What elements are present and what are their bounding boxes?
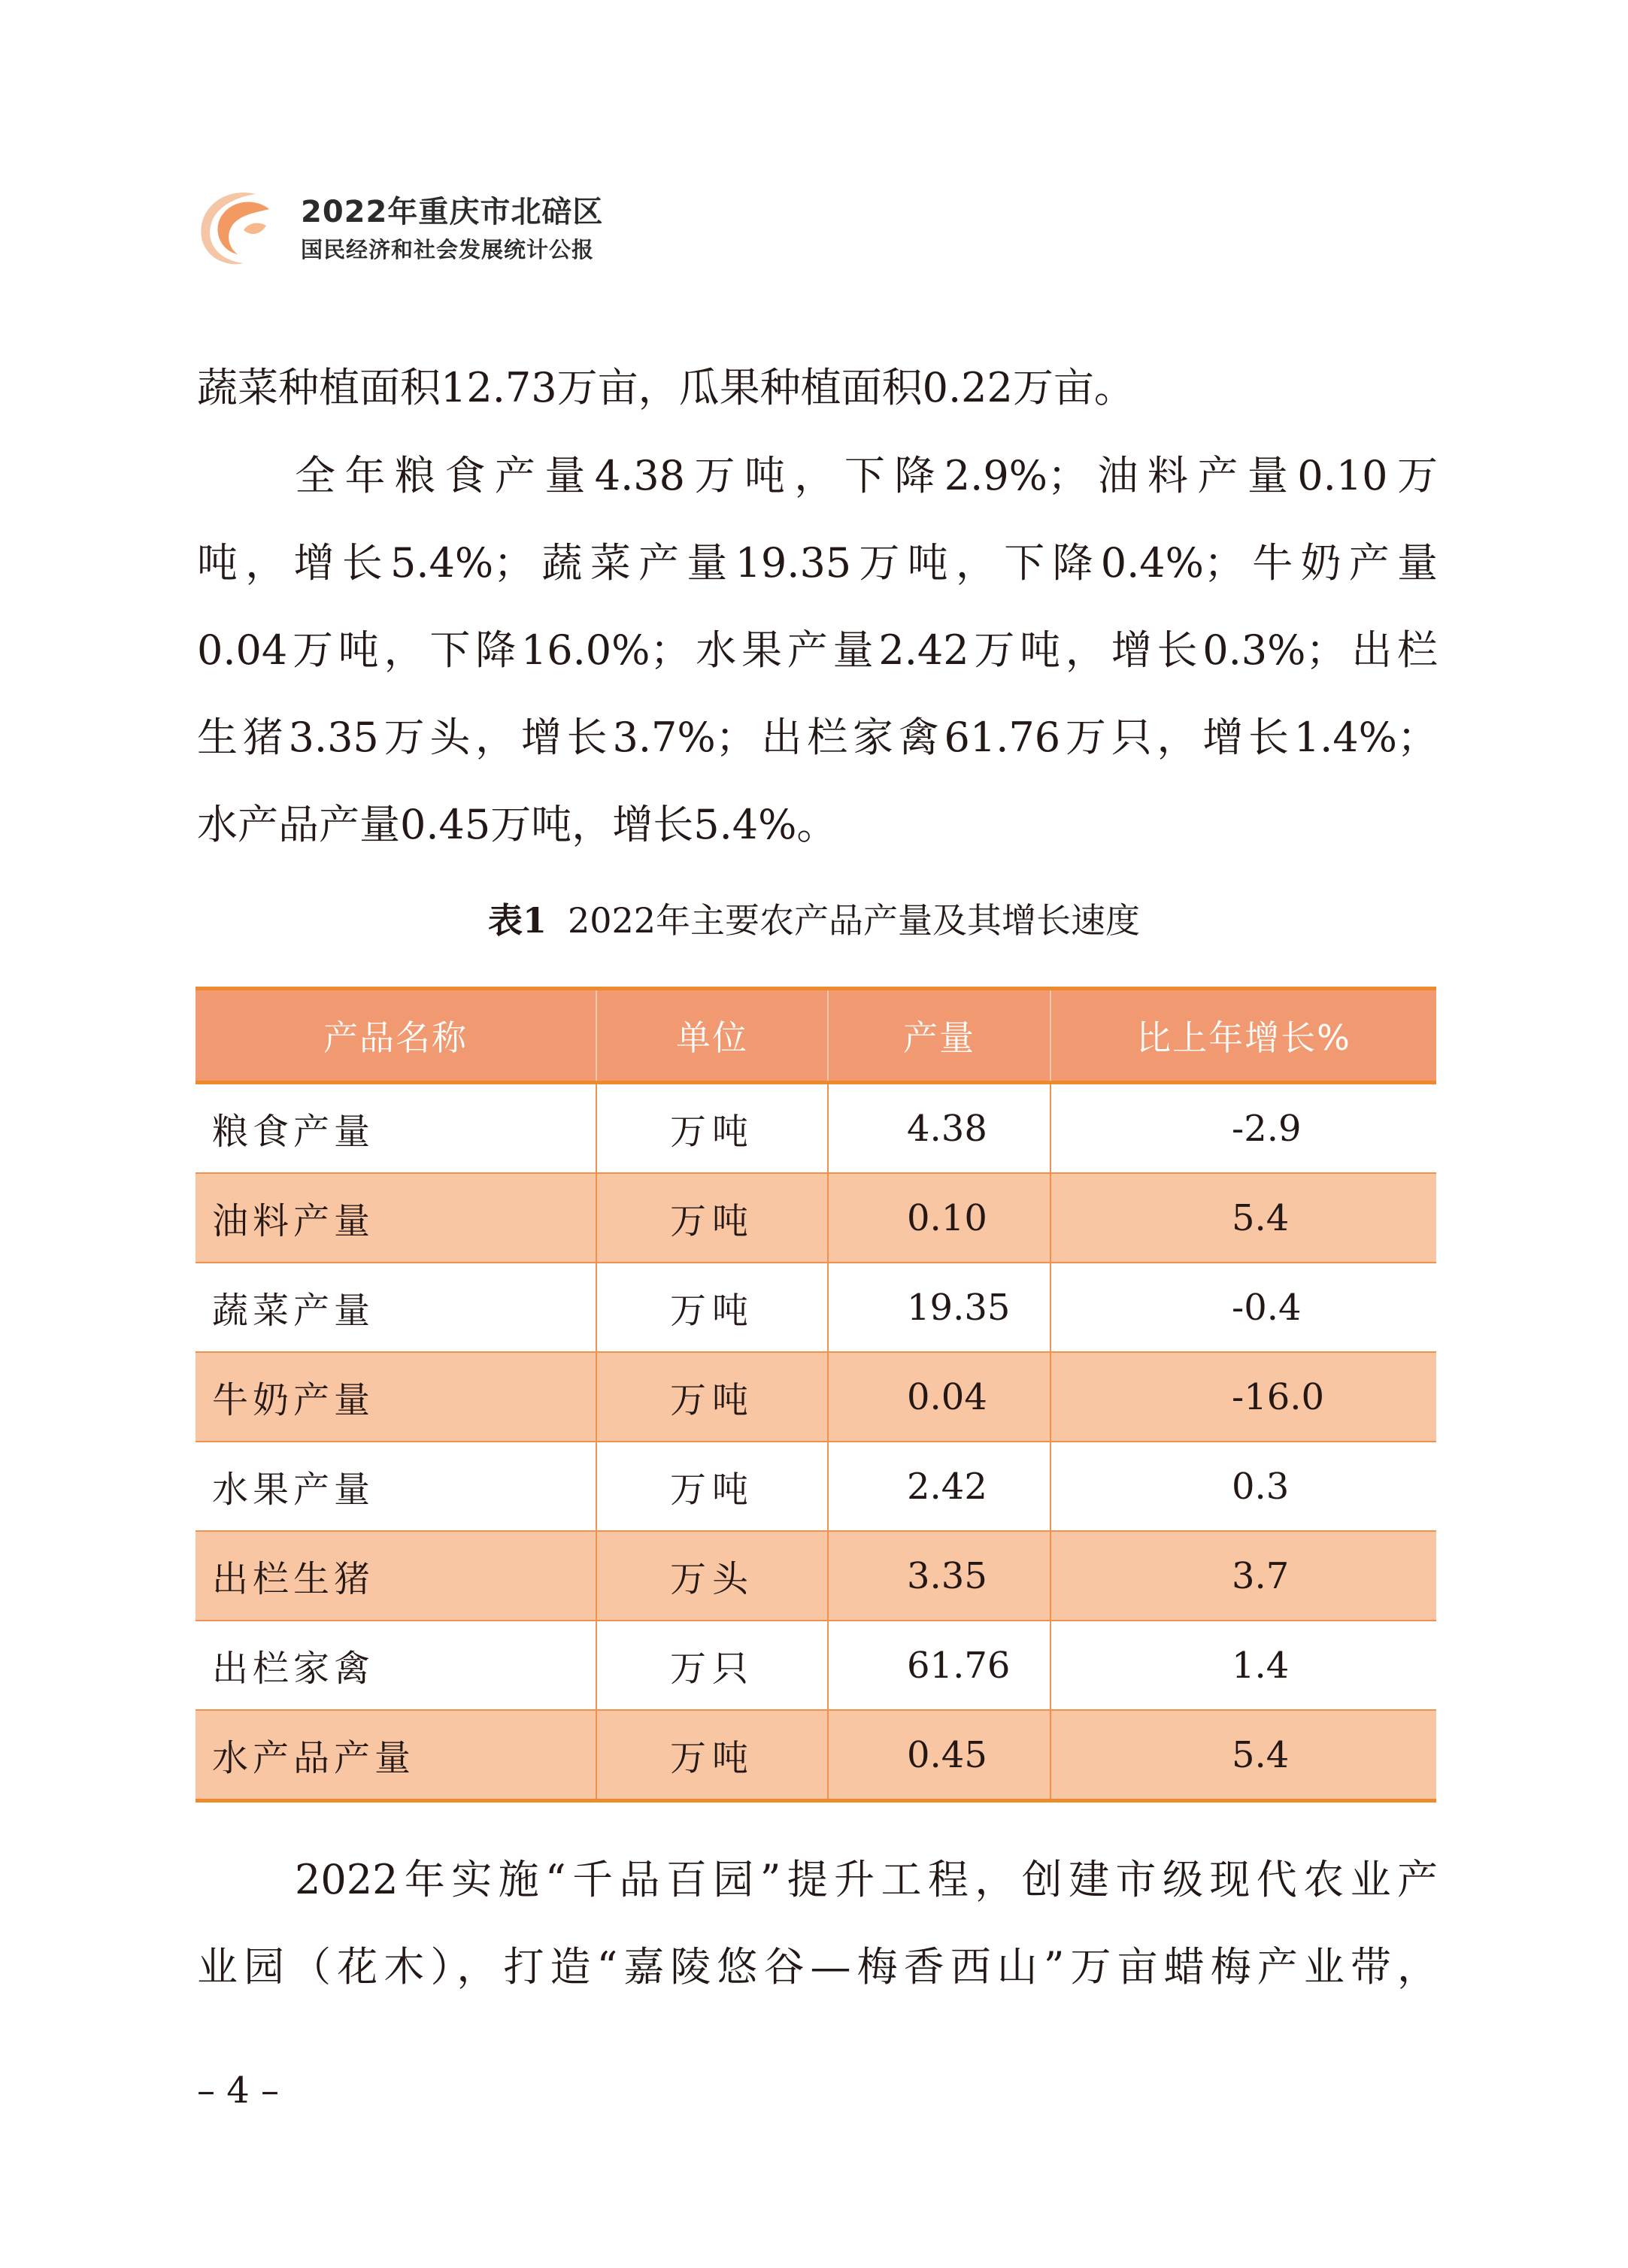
cell-growth: 5.4 bbox=[1050, 1173, 1436, 1263]
text-line: 生猪3.35万头，增长3.7%；出栏家禽61.76万只，增长1.4%； bbox=[197, 714, 1438, 761]
cell-growth: 1.4 bbox=[1050, 1621, 1436, 1710]
cell-unit: 万吨 bbox=[596, 1263, 828, 1352]
report-title: 2022年重庆市北碚区 bbox=[301, 195, 604, 229]
cell-unit: 万吨 bbox=[596, 1352, 828, 1442]
text-line: 蔬菜种植面积12.73万亩，瓜果种植面积0.22万亩。 bbox=[197, 364, 1135, 411]
table-row bbox=[196, 1710, 1436, 1801]
cell-output: 19.35 bbox=[828, 1263, 1050, 1352]
cell-output: 61.76 bbox=[828, 1621, 1050, 1710]
paragraph-production bbox=[197, 432, 1438, 869]
cell-product: 出栏生猪 bbox=[196, 1531, 596, 1621]
cell-unit: 万头 bbox=[596, 1531, 828, 1621]
table-row bbox=[196, 1442, 1436, 1531]
cell-output: 0.04 bbox=[828, 1352, 1050, 1442]
cell-growth: 0.3 bbox=[1050, 1442, 1436, 1531]
report-subtitle: 国民经济和社会发展统计公报 bbox=[301, 237, 595, 262]
cell-unit: 万只 bbox=[596, 1621, 828, 1710]
cell-product: 水产品产量 bbox=[196, 1710, 596, 1801]
table-row bbox=[196, 1263, 1436, 1352]
page-number: – 4 – bbox=[197, 2069, 280, 2112]
cell-product: 蔬菜产量 bbox=[196, 1263, 596, 1352]
col-header-growth: 比上年增长% bbox=[1050, 989, 1436, 1083]
paragraph-area bbox=[197, 344, 1438, 432]
cell-output: 3.35 bbox=[828, 1531, 1050, 1621]
cell-unit: 万吨 bbox=[596, 1083, 828, 1174]
col-header-output: 产量 bbox=[828, 989, 1050, 1083]
table-row bbox=[196, 1173, 1436, 1263]
cell-growth: -16.0 bbox=[1050, 1352, 1436, 1442]
text-line: 2022年实施“千品百园”提升工程，创建市级现代农业产 bbox=[295, 1856, 1438, 1903]
table-caption-title: 2022年主要农产品产量及其增长速度 bbox=[567, 900, 1141, 941]
paragraph-industry-park bbox=[197, 1836, 1438, 2011]
table-row bbox=[196, 1531, 1436, 1621]
text-line: 吨，增长5.4%；蔬菜产量19.35万吨，下降0.4%；牛奶产量 bbox=[197, 539, 1438, 587]
text-line: 水产品产量0.45万吨，增长5.4%。 bbox=[197, 801, 838, 848]
table-row bbox=[196, 1352, 1436, 1442]
cell-product: 出栏家禽 bbox=[196, 1621, 596, 1710]
table-caption-label: 表1 bbox=[487, 900, 547, 941]
cell-product: 粮食产量 bbox=[196, 1083, 596, 1174]
col-header-product: 产品名称 bbox=[196, 989, 596, 1083]
table-row bbox=[196, 1083, 1436, 1174]
report-logo-icon bbox=[194, 186, 284, 269]
col-header-unit: 单位 bbox=[596, 989, 828, 1083]
cell-growth: 5.4 bbox=[1050, 1710, 1436, 1801]
cell-unit: 万吨 bbox=[596, 1442, 828, 1531]
cell-unit: 万吨 bbox=[596, 1710, 828, 1801]
cell-product: 牛奶产量 bbox=[196, 1352, 596, 1442]
cell-output: 4.38 bbox=[828, 1083, 1050, 1174]
cell-output: 2.42 bbox=[828, 1442, 1050, 1531]
table-row bbox=[196, 1621, 1436, 1710]
cell-growth: -2.9 bbox=[1050, 1083, 1436, 1174]
cell-product: 水果产量 bbox=[196, 1442, 596, 1531]
cell-output: 0.45 bbox=[828, 1710, 1050, 1801]
cell-unit: 万吨 bbox=[596, 1173, 828, 1263]
table-caption bbox=[0, 893, 1628, 943]
text-line: 全年粮食产量4.38万吨，下降2.9%；油料产量0.10万 bbox=[295, 452, 1438, 499]
table-header-row bbox=[196, 989, 1436, 1083]
report-header bbox=[194, 182, 871, 272]
text-line: 业园（花木），打造“嘉陵悠谷—梅香西山”万亩蜡梅产业带， bbox=[197, 1943, 1438, 1991]
cell-product: 油料产量 bbox=[196, 1173, 596, 1263]
text-line: 0.04万吨，下降16.0%；水果产量2.42万吨，增长0.3%；出栏 bbox=[197, 626, 1438, 674]
cell-growth: -0.4 bbox=[1050, 1263, 1436, 1352]
cell-output: 0.10 bbox=[828, 1173, 1050, 1263]
cell-growth: 3.7 bbox=[1050, 1531, 1436, 1621]
agri-products-table bbox=[196, 987, 1436, 1803]
